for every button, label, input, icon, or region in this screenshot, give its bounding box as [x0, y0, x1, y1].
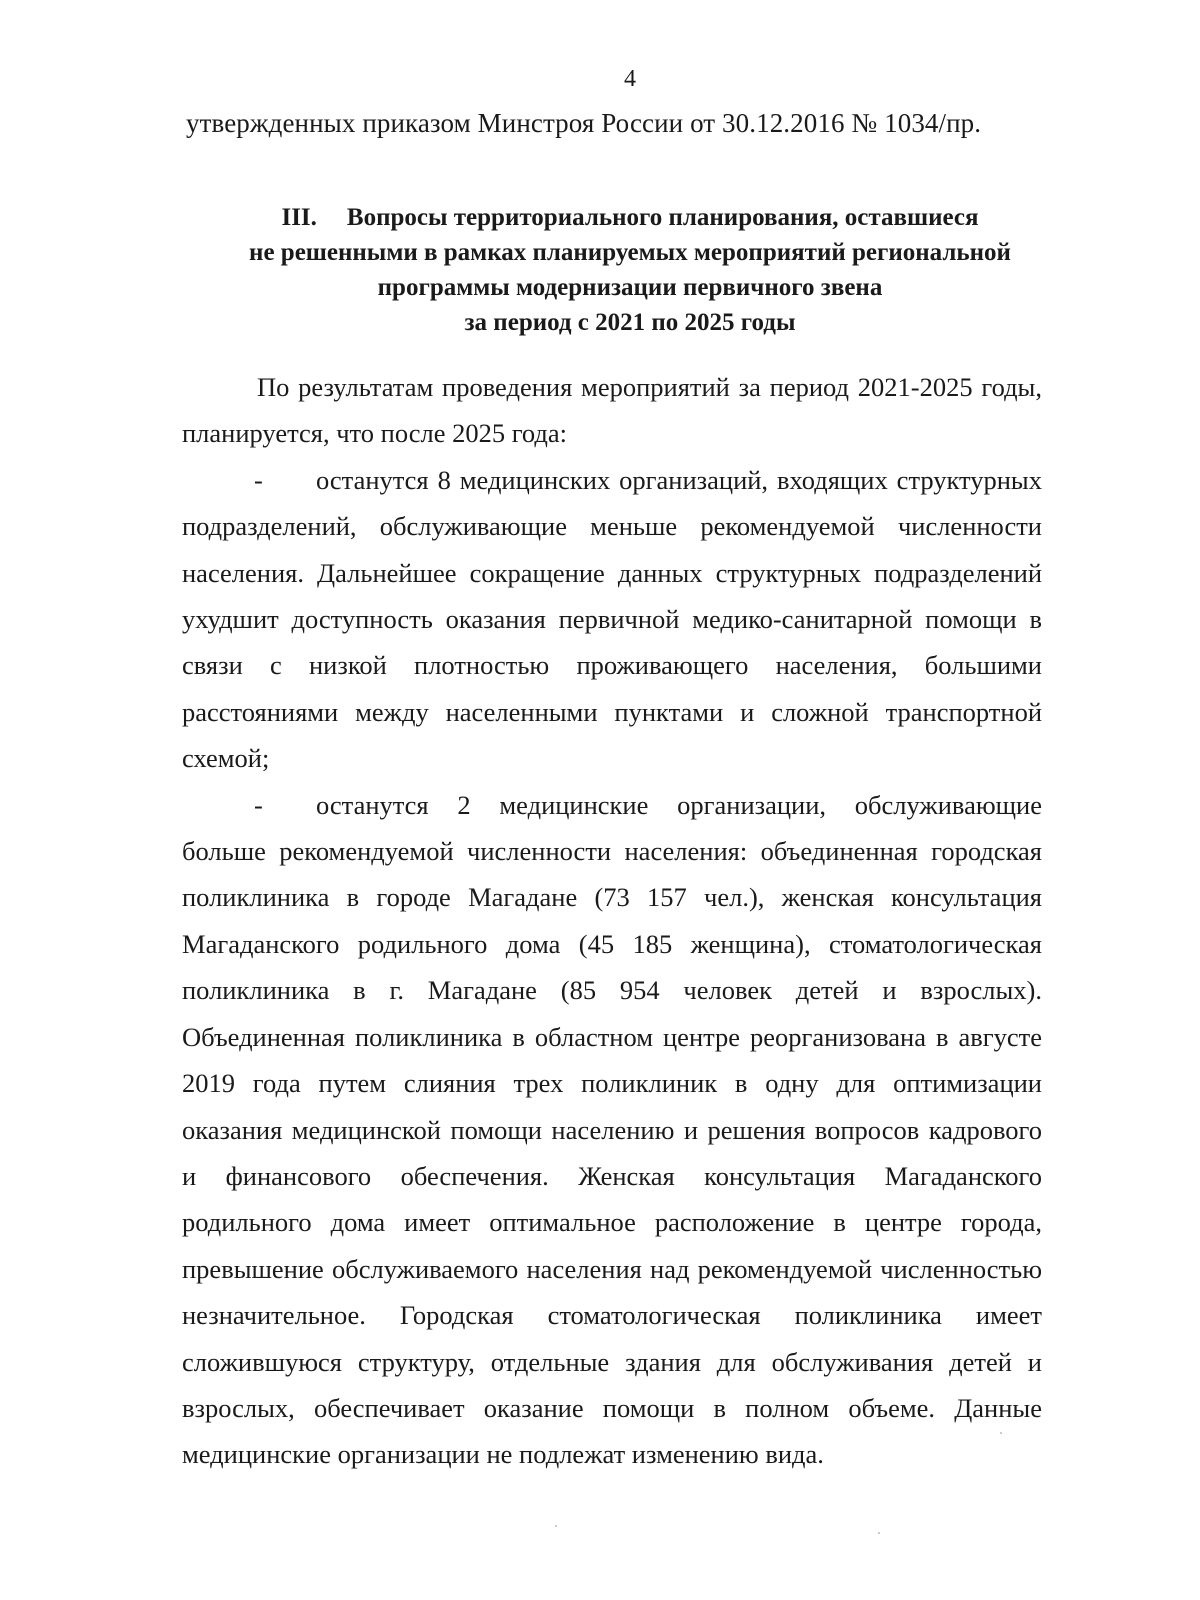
bullet-dash: -: [254, 789, 263, 820]
section-title-line-4: за период с 2021 по 2025 годы: [464, 309, 796, 336]
intro-paragraph: По результатам проведения мероприятий за период 2021-2025 годы, планируется, что после 2025 года:: [182, 372, 1042, 449]
continuation-line: утвержденных приказом Минстроя России от 30.12.2016 № 1034/пр.: [186, 108, 982, 138]
section-heading: [190, 200, 1070, 340]
bullet-paragraph-2: [182, 782, 1042, 1478]
scan-speck: [555, 1525, 557, 1527]
section-heading-line-1: [190, 200, 1070, 235]
bullet-text-2: останутся 2 медицинские организации, обслуживающие больше рекомендуемой численности населения: объединенная городская поликлиника в городе Магадане (73 157 чел.), женская консультация Магаданского родильного дома (45 185 женщина), стоматологическая поликлиника в г. Магадане (85 954 человек детей и взрослых). Объединенная поликлиника в областном центре реорганизована в августе 2019 года путем слияния трех поликлиник в одну для оптимизации оказания медицинской помощи населению и решения вопросов кадрового и финансового обеспечения. Женская консультация Магаданского родильного дома имеет оптимальное расположение в центре города, превышение обслуживаемого населения над рекомендуемой численностью незначительное. Городская стоматологическая поликлиника имеет сложившуюся структуру, отдельные здания для обслуживания детей и взрослых, обеспечивает оказание помощи в полном объеме. Данные медицинские организации не подлежат изменению вида.: [182, 789, 1042, 1470]
section-title-line-2: не решенными в рамках планируемых мероприятий региональной: [249, 239, 1011, 266]
section-title-line-1: Вопросы территориального планирования, оставшиеся: [346, 204, 979, 231]
page-number: 4: [624, 66, 636, 92]
scan-speck: [1000, 1432, 1002, 1434]
section-number: III.: [281, 204, 317, 231]
bullet-paragraph-1: [182, 457, 1042, 782]
scan-speck: [878, 1532, 880, 1534]
section-title-line-3: программы модернизации первичного звена: [377, 274, 883, 301]
bullet-text-1: останутся 8 медицинских организаций, входящих структурных подразделений, обслуживающие меньше рекомендуемой численности населения. Дальнейшее сокращение данных структурных подразделений ухудшит доступность оказания первичной медико-санитарной помощи в связи с низкой плотностью проживающего населения, большими расстояниями между населенными пунктами и сложной транспортной схемой;: [182, 464, 1042, 774]
bullet-dash: -: [254, 464, 263, 495]
body-text: [182, 364, 1042, 1478]
